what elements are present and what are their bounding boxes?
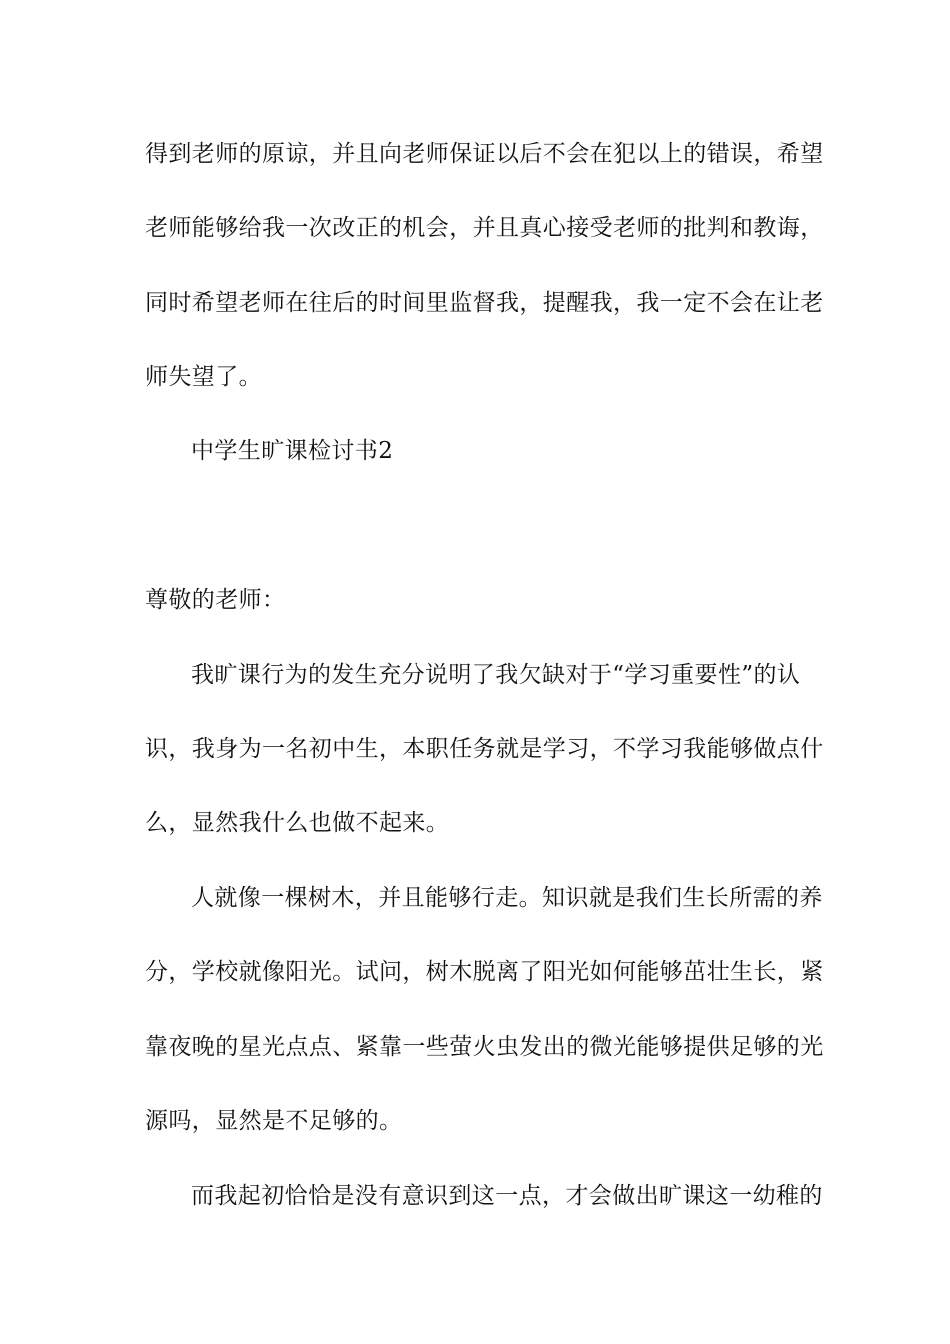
text-line: 分，学校就像阳光。试问，树木脱离了阳光如何能够茁壮生长，紧 (145, 959, 824, 985)
text-line: 靠夜晚的星光点点、紧靠一些萤火虫发出的微光能够提供足够的光 (145, 1034, 824, 1060)
section-title: 中学生旷课检讨书2 (191, 438, 394, 464)
text-line: 老师能够给我一次改正的机会，并且真心接受老师的批判和教诲， (145, 215, 824, 241)
text-line: 人就像一棵树木，并且能够行走。知识就是我们生长所需的养 (191, 885, 823, 911)
salutation: 尊敬的老师： (145, 587, 286, 613)
text-line: 而我起初恰恰是没有意识到这一点，才会做出旷课这一幼稚的 (191, 1183, 823, 1209)
text-line: 我旷课行为的发生充分说明了我欠缺对于“学习重要性”的认 (191, 662, 801, 688)
text-line: 识，我身为一名初中生，本职任务就是学习，不学习我能够做点什 (145, 736, 824, 762)
text-line: 同时希望老师在往后的时间里监督我，提醒我，我一定不会在让老 (145, 290, 824, 316)
text-line: 源吗，显然是不足够的。 (145, 1108, 403, 1134)
text-line: 么，显然我什么也做不起来。 (145, 810, 450, 836)
text-line: 得到老师的原谅，并且向老师保证以后不会在犯以上的错误，希望 (145, 141, 824, 167)
text-line: 师失望了。 (145, 364, 262, 390)
